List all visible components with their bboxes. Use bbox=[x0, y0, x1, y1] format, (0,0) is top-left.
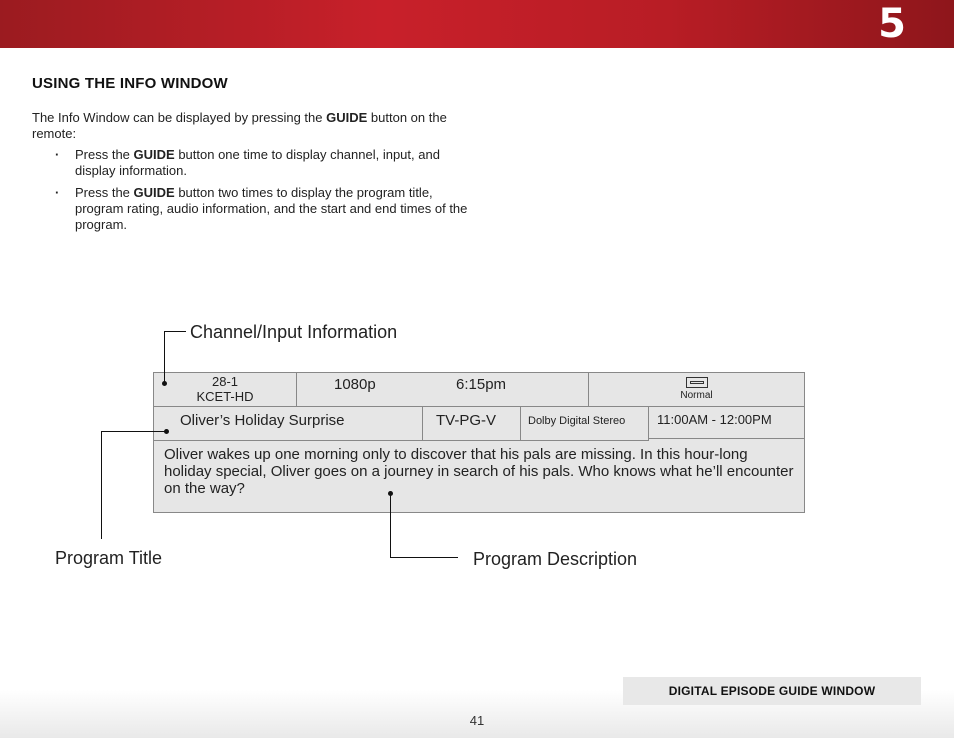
bullet-item: · Press the GUIDE button two times to display the program title, program rating, audio information, and the start and end times of the program. bbox=[32, 185, 472, 233]
footer-section-label: DIGITAL EPISODE GUIDE WINDOW bbox=[623, 677, 921, 705]
callout-program-description: Program Description bbox=[473, 549, 638, 569]
audio-cell bbox=[520, 406, 649, 441]
page-number: 41 bbox=[469, 713, 485, 728]
program-title-cell bbox=[153, 406, 423, 441]
leader-line-channel-vertical bbox=[164, 331, 165, 383]
bullet-list bbox=[32, 147, 472, 239]
picture-mode-cell bbox=[588, 372, 805, 407]
leader-line-title-horizontal bbox=[101, 431, 167, 432]
picture-mode-label: Normal bbox=[680, 390, 713, 401]
time-range: 11:00AM - 12:00PM bbox=[657, 412, 772, 427]
bullet-item: · Press the GUIDE button one time to display channel, input, and display information. bbox=[32, 147, 472, 179]
leader-line-description-vertical bbox=[390, 493, 391, 558]
time-range-cell bbox=[648, 406, 805, 439]
leader-dot-channel bbox=[162, 381, 167, 386]
channel-name: KCET-HD bbox=[196, 389, 254, 404]
intro-paragraph: The Info Window can be displayed by pressing the GUIDE button on the remote: bbox=[32, 110, 447, 141]
leader-dot-description bbox=[388, 491, 393, 496]
program-description: Oliver wakes up one morning only to discover that his pals are missing. In this hour-long holiday special, Oliver goes on a journey in search of his pals. Who knows what he’ll encounter on the way? bbox=[164, 446, 794, 497]
leader-line-title-vertical bbox=[101, 431, 102, 539]
channel-cell bbox=[153, 372, 297, 407]
rating-cell bbox=[422, 406, 521, 441]
leader-line-description-horizontal bbox=[390, 557, 458, 558]
section-title: USING THE INFO WINDOW bbox=[32, 75, 228, 92]
rating: TV-PG-V bbox=[436, 412, 497, 429]
resolution: 1080p bbox=[334, 376, 376, 393]
screen-aspect-icon bbox=[686, 377, 708, 388]
channel-number: 28-1 bbox=[211, 374, 239, 389]
callout-program-title: Program Title bbox=[55, 548, 163, 568]
audio-format: Dolby Digital Stereo bbox=[528, 415, 626, 427]
chapter-number: 5 bbox=[878, 1, 906, 47]
time: 6:15pm bbox=[456, 376, 507, 393]
info-window bbox=[153, 372, 805, 513]
header-bar bbox=[0, 0, 954, 48]
callout-channel-input: Channel/Input Information bbox=[190, 322, 398, 342]
leader-dot-title bbox=[164, 429, 169, 434]
program-title: Oliver’s Holiday Surprise bbox=[180, 412, 345, 429]
resolution-time-cell bbox=[296, 372, 589, 407]
leader-line-channel-horizontal bbox=[164, 331, 186, 332]
